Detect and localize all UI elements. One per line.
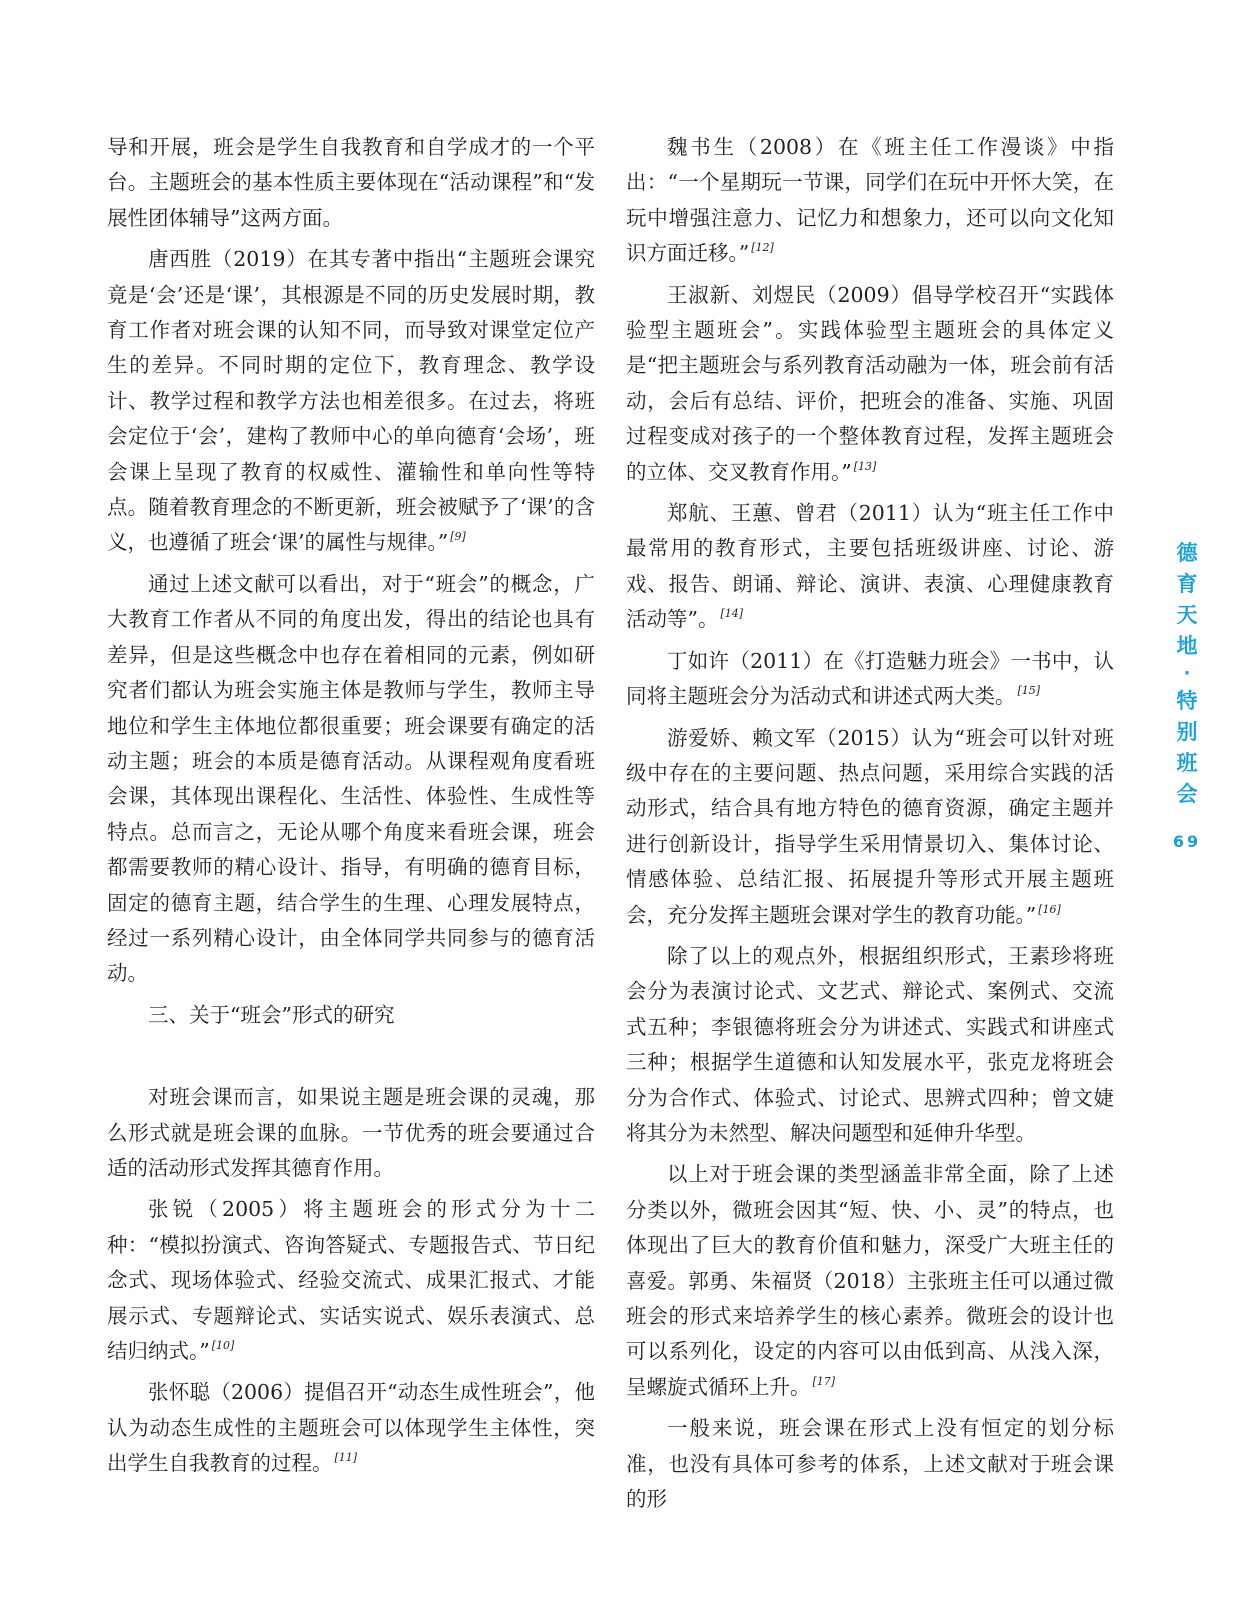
paragraph: 通过上述文献可以看出，对于“班会”的概念，广大教育工作者从不同的角度出发，得出的结论也具有差异，但是这些概念中也存在着相同的元素，例如研究者们都认为班会实施主体是教师与学生，教师主导地位和学生主体地位都很重要；班会课要有确定的活动主题；班会的本质是德育活动。从课程观角度看班会课，其体现出课程化、生活性、体验性、生成性等特点。总而言之，无论从哪个角度来看班会课，班会都需要教师的精心设计、指导，有明确的德育目标，固定的德育主题，结合学生的生理、心理发展特点，经过一系列精心设计，由全体同学共同参与的德育活动。 bbox=[107, 571, 595, 986]
paragraph: 唐西胜（2019）在其专著中指出“主题班会课究竟是‘会’还是‘课’，其根源是不同的历史发展时期，教育工作者对班会课的认知不同，而导致对课堂定位产生的差异。不同时期的定位下，教育理念、教学设计、教学过程和教学方法也相差很多。在过去，将班会定位于‘会’，建构了教师中心的单向德育‘会场’，班会课上呈现了教育的权威性、灌输性和单向性等特点。随着教育理念的不断更新，班会被赋予了‘课’的含义，也遵循了班会‘课’的属性与规律。” [9] bbox=[107, 247, 595, 555]
paragraph: 一般来说，班会课在形式上没有恒定的划分标准，也没有具体可参考的体系，上述文献对于班会课的形 bbox=[626, 1416, 1114, 1512]
left-text-column bbox=[107, 130, 595, 1488]
side-title-char: 班 bbox=[1176, 751, 1198, 775]
paragraph: 张锐（2005）将主题班会的形式分为十二种：“模拟扮演式、咨询答疑式、专题报告式、节日纪念式、现场体验式、经验交流式、成果汇报式、才能展示式、专题辩论式、实话实说式、娱乐表演式、总结归纳式。” [10] bbox=[107, 1197, 595, 1363]
citation-marker: [15] bbox=[1017, 684, 1041, 698]
citation-marker: [14] bbox=[720, 607, 744, 621]
citation-marker: [11] bbox=[334, 1451, 358, 1465]
paragraph: 魏书生（2008）在《班主任工作漫谈》中指出：“一个星期玩一节课，同学们在玩中开怀大笑，在玩中增强注意力、记忆力和想象力，还可以向文化知识方面迁移。” [12] bbox=[626, 135, 1114, 266]
side-title-char: 别 bbox=[1176, 720, 1198, 744]
side-title-char: 德 bbox=[1176, 541, 1198, 565]
side-title-char: 特 bbox=[1176, 689, 1198, 713]
side-title-char: 天 bbox=[1176, 603, 1198, 627]
paragraph: 丁如许（2011）在《打造魅力班会》一书中，认同将主题班会分为活动式和讲述式两大类。 [15] bbox=[626, 648, 1114, 709]
citation-marker: [13] bbox=[853, 459, 877, 473]
side-title-separator: · bbox=[1183, 663, 1191, 684]
side-title-char: 会 bbox=[1176, 782, 1198, 806]
citation-marker: [16] bbox=[1038, 902, 1061, 916]
paragraph: 张怀聪（2006）提倡召开“动态生成性班会”，他认为动态生成性的主题班会可以体现学生主体性，突出学生自我教育的过程。 [11] bbox=[107, 1380, 595, 1476]
right-text-column bbox=[626, 130, 1114, 1523]
paragraph: 导和开展，班会是学生自我教育和自学成才的一个平台。主题班会的基本性质主要体现在“活动课程”和“发展性团体辅导”这两方面。 bbox=[107, 135, 595, 230]
side-title-char: 育 bbox=[1176, 572, 1198, 596]
citation-marker: [9] bbox=[450, 530, 466, 544]
paragraph: 除了以上的观点外，根据组织形式，王素珍将班会分为表演讨论式、文艺式、辩论式、案例式、交流式五种；李银德将班会分为讲述式、实践式和讲座式三种；根据学生道德和认知发展水平，张克龙将班会分为合作式、体验式、讨论式、思辨式四种；曾文婕将其分为未然型、解决问题型和延伸升华型。 bbox=[626, 943, 1114, 1145]
paragraph: 郑航、王蕙、曾君（2011）认为“班主任工作中最常用的教育形式，主要包括班级讲座、讨论、游戏、报告、朗诵、辩论、演讲、表演、心理健康教育活动等”。 [14] bbox=[626, 501, 1114, 632]
citation-marker: [10] bbox=[211, 1339, 235, 1352]
section-side-title bbox=[1170, 538, 1204, 810]
citation-marker: [12] bbox=[751, 241, 774, 255]
page-number: 69 bbox=[1172, 832, 1202, 851]
paragraph: 王淑新、刘煜民（2009）倡导学校召开“实践体验型主题班会”。实践体验型主题班会的具体定义是“把主题班会与系列教育活动融为一体，班会前有活动，会后有总结、评价，把班会的准备、实施、巩固过程变成对孩子的一个整体教育过程，发挥主题班会的立体、交叉教育作用。” [13] bbox=[626, 282, 1114, 484]
paragraph: 以上对于班会课的类型涵盖非常全面，除了上述分类以外，微班会因其“短、快、小、灵”的特点，也体现出了巨大的教育价值和魅力，深受广大班主任的喜爱。郭勇、朱福贤（2018）主张班主任可以通过微班会的形式来培养学生的核心素养。微班会的设计也可以系列化，设定的内容可以由低到高、从浅入深，呈螺旋式循环上升。 [17] bbox=[626, 1162, 1114, 1399]
citation-marker: [17] bbox=[812, 1374, 836, 1388]
section-heading: 三、关于“班会”形式的研究 bbox=[148, 1002, 395, 1027]
paragraph: 对班会课而言，如果说主题是班会课的灵魂，那么形式就是班会课的血脉。一节优秀的班会要通过合适的活动形式发挥其德育作用。 bbox=[107, 1085, 595, 1180]
side-title-char: 地 bbox=[1176, 634, 1198, 658]
paragraph: 游爱娇、赖文军（2015）认为“班会可以针对班级中存在的主要问题、热点问题，采用综合实践的活动形式，结合具有地方特色的德育资源，确定主题并进行创新设计，指导学生采用情景切入、集体讨论、情感体验、总结汇报、拓展提升等形式开展主题班会，充分发挥主题班会课对学生的教育功能。” [16] bbox=[626, 725, 1114, 927]
